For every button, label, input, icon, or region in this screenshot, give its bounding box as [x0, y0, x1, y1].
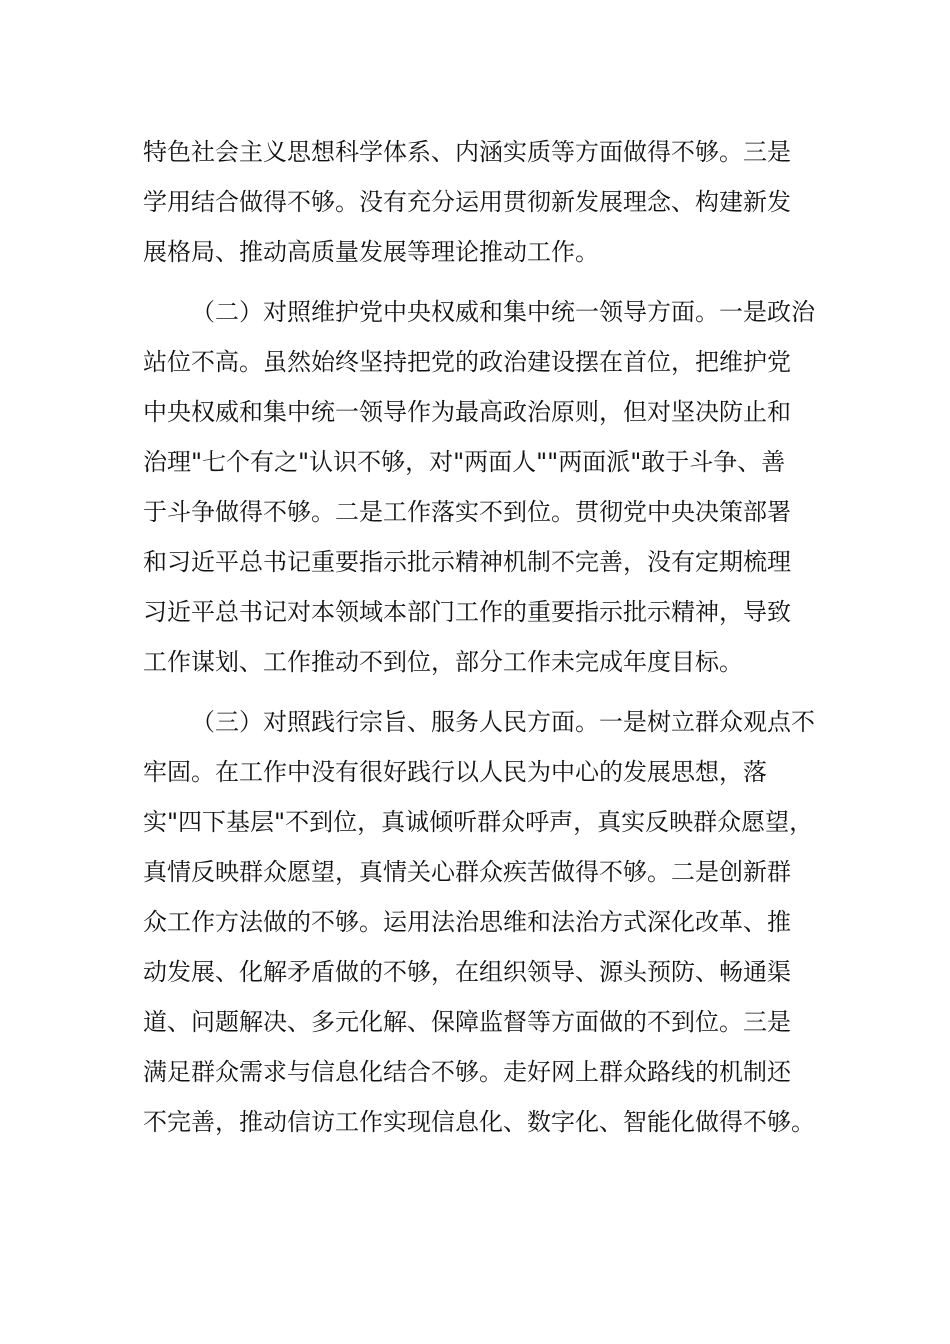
text-line: 道、问题解决、多元化解、保障监督等方面做的不到位。三是 — [143, 1008, 791, 1036]
text-line: 中央权威和集中统一领导作为最高政治原则，但对坚决防止和 — [143, 398, 791, 426]
text-line: 不完善，推动信访工作实现信息化、数字化、智能化做得不够。 — [143, 1108, 815, 1136]
text-line: 实"四下基层"不到位，真诚倾听群众呼声，真实反映群众愿望， — [143, 808, 814, 836]
paragraph-2 — [143, 287, 843, 687]
text-line: 工作谋划、工作推动不到位，部分工作未完成年度目标。 — [143, 648, 743, 676]
text-line: 站位不高。虽然始终坚持把党的政治建设摆在首位，把维护党 — [143, 348, 791, 376]
text-line: （三）对照践行宗旨、服务人民方面。一是树立群众观点不 — [191, 708, 815, 736]
text-line: 动发展、化解矛盾做的不够，在组织领导、源头预防、畅通渠 — [143, 958, 791, 986]
text-line: 治理"七个有之"认识不够，对"两面人""两面派"敢于斗争、善 — [143, 448, 786, 476]
text-line: 和习近平总书记重要指示批示精神机制不完善，没有定期梳理 — [143, 548, 791, 576]
text-line: 于斗争做得不够。二是工作落实不到位。贯彻党中央决策部署 — [143, 498, 791, 526]
text-line: 学用结合做得不够。没有充分运用贯彻新发展理念、构建新发 — [143, 188, 791, 216]
paragraph-3 — [143, 697, 843, 1147]
text-line: 满足群众需求与信息化结合不够。走好网上群众路线的机制还 — [143, 1058, 791, 1086]
text-line: 众工作方法做的不够。运用法治思维和法治方式深化改革、推 — [143, 908, 791, 936]
text-line: （二）对照维护党中央权威和集中统一领导方面。一是政治 — [191, 298, 815, 326]
text-line: 展格局、推动高质量发展等理论推动工作。 — [143, 238, 599, 266]
text-line: 真情反映群众愿望，真情关心群众疾苦做得不够。二是创新群 — [143, 858, 791, 886]
text-line: 特色社会主义思想科学体系、内涵实质等方面做得不够。三是 — [143, 138, 791, 166]
paragraph-1 — [143, 127, 843, 277]
text-line: 习近平总书记对本领域本部门工作的重要指示批示精神，导致 — [143, 598, 791, 626]
text-line: 牢固。在工作中没有很好践行以人民为中心的发展思想，落 — [143, 758, 767, 786]
